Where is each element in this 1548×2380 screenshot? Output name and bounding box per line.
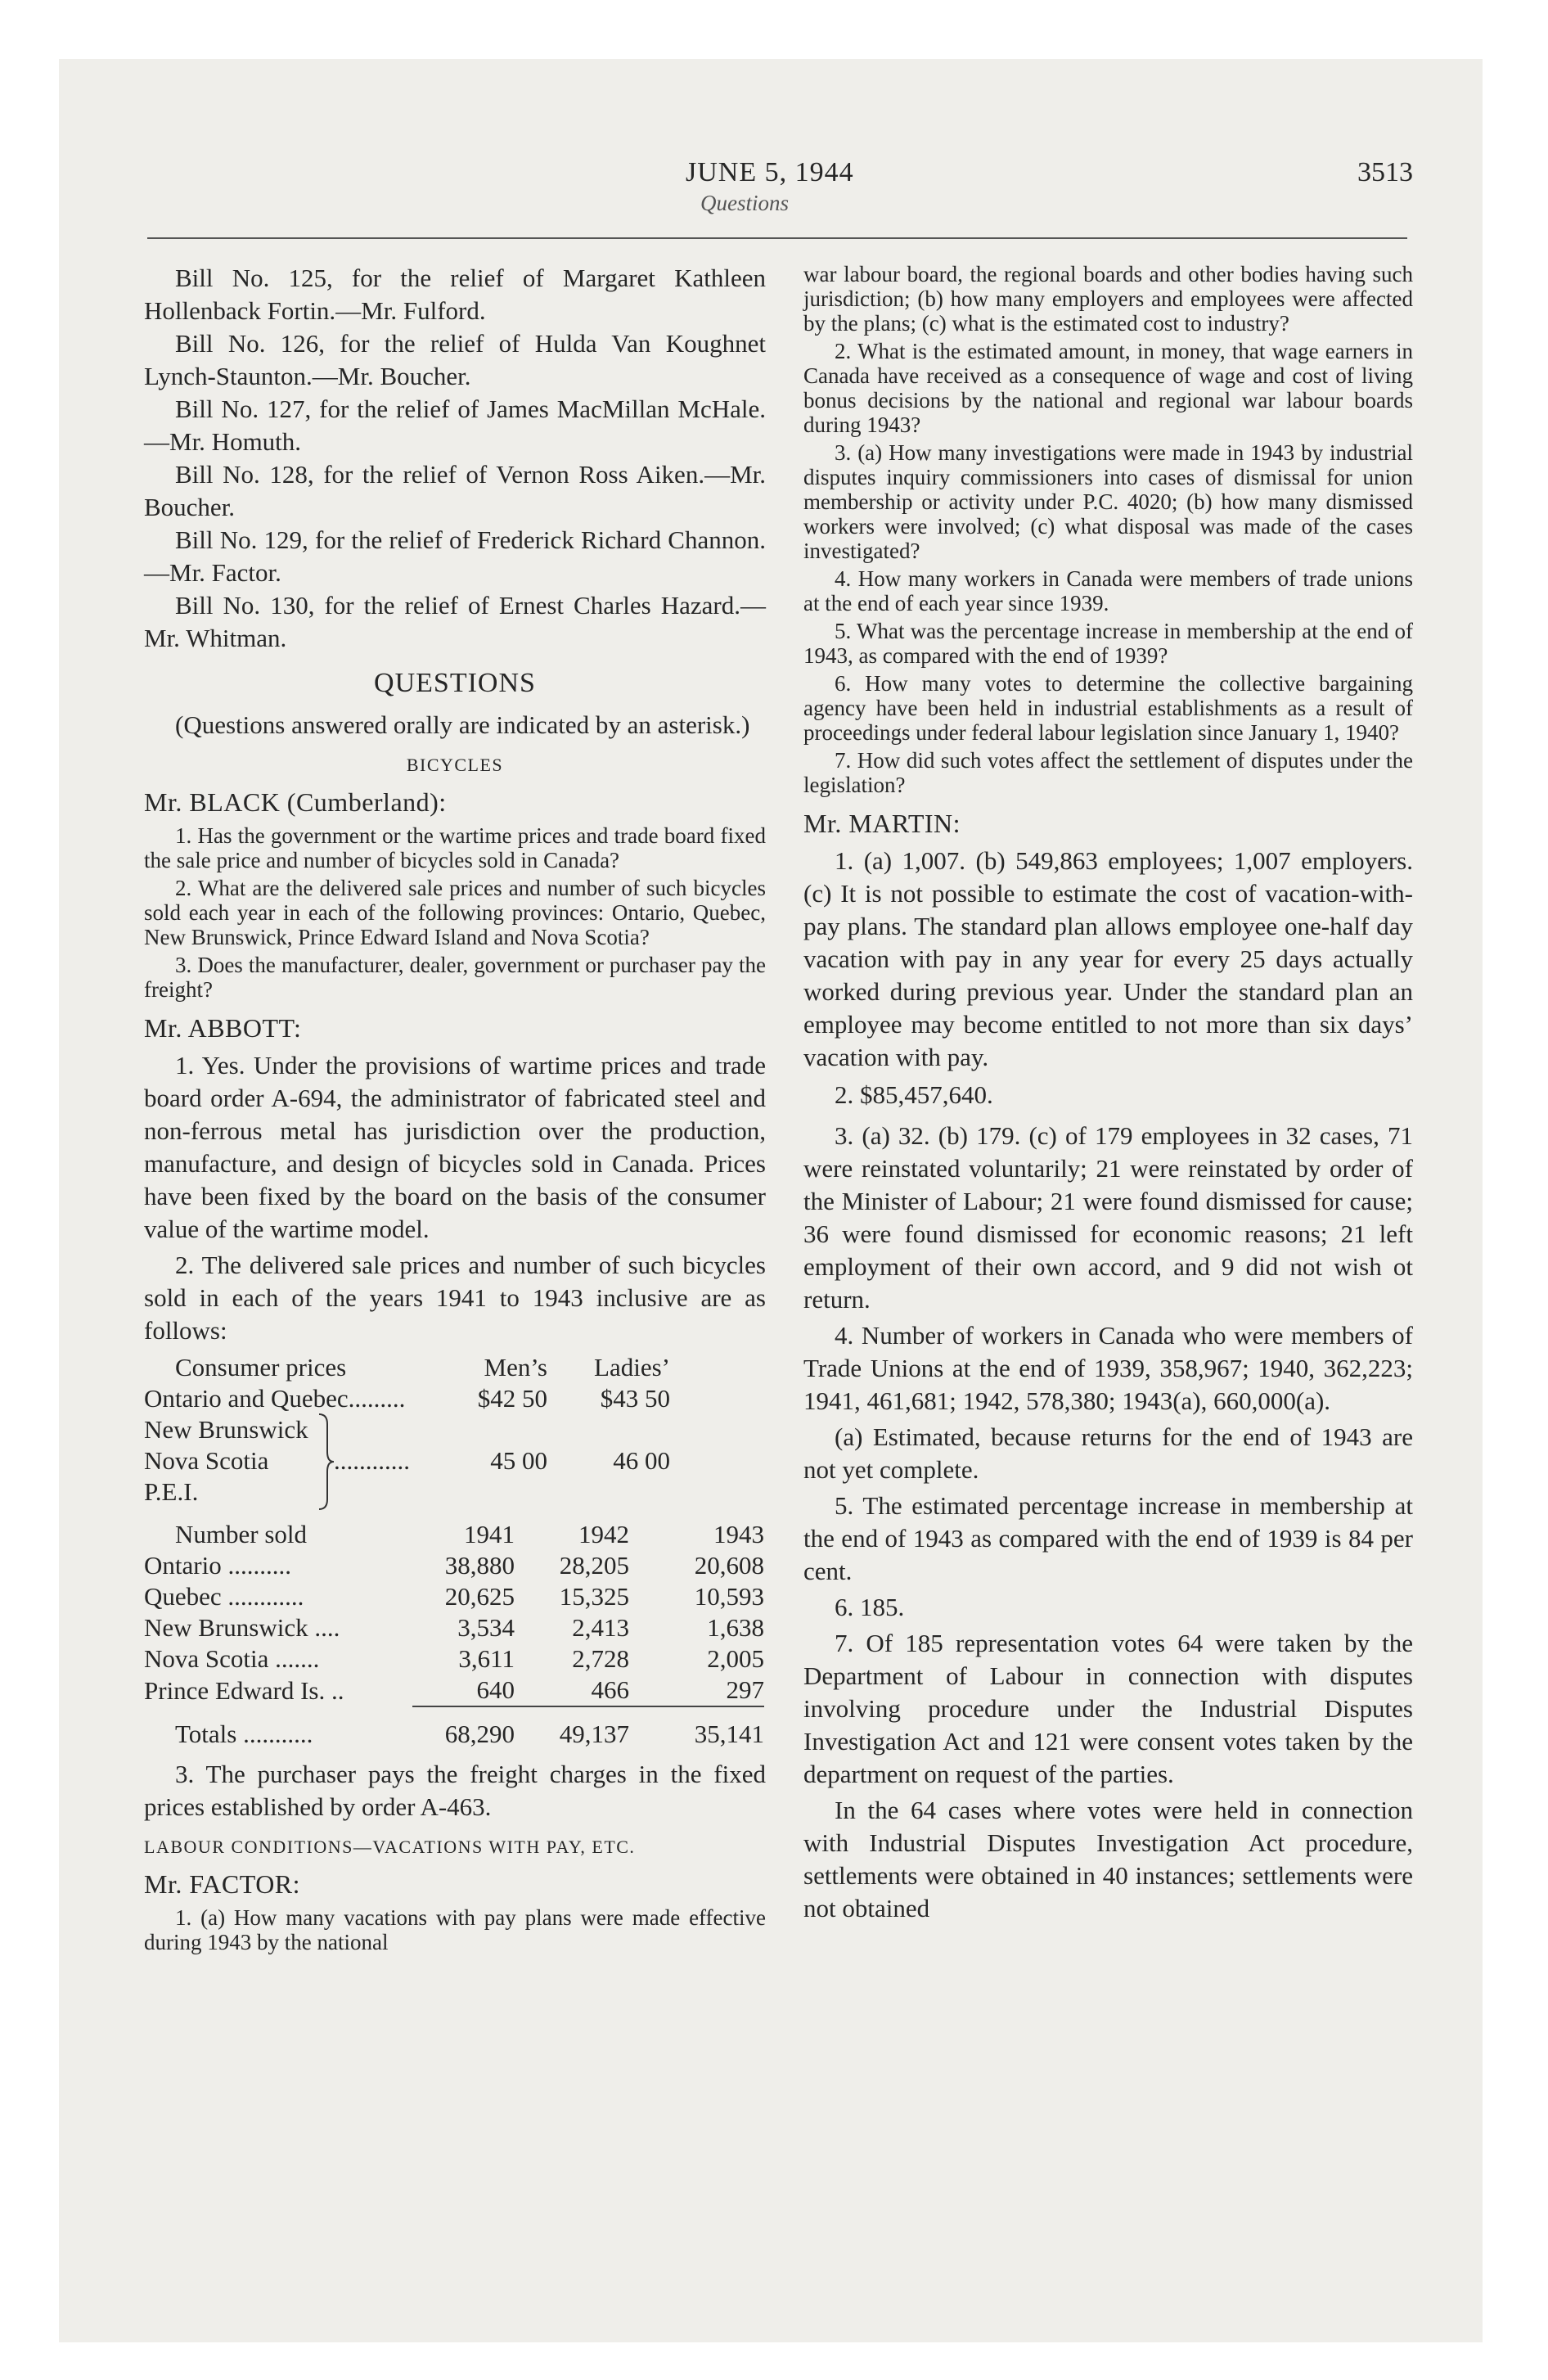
- speaker-factor: Mr. FACTOR:: [144, 1869, 301, 1899]
- martin-answer-4-note: (a) Estimated, because returns for the end of 1943 are not yet complete.: [803, 1422, 1413, 1484]
- table-row: Quebec ............ 20,625 15,325 10,593: [144, 1582, 764, 1611]
- prices-table: [144, 1352, 670, 1508]
- black-question-3: 3. Does the manufacturer, dealer, government or purchaser pay the freight?: [144, 953, 766, 1002]
- header-rule: [147, 237, 1407, 239]
- speaker-black: Mr. BLACK (Cumberland):: [144, 787, 447, 817]
- prices-header-ladies: Ladies’: [594, 1353, 670, 1382]
- prices-row-label: Ontario and Quebec.........: [144, 1384, 406, 1413]
- left-column: [144, 262, 766, 1958]
- prices-group-label-ns: Nova Scotia ............: [144, 1445, 445, 1476]
- bill-125: Bill No. 125, for the relief of Margaret Kathleen Hollenback Fortin.—Mr. Fulford.: [144, 264, 766, 325]
- bill-129: Bill No. 129, for the relief of Frederick Richard Channon.—Mr. Factor.: [144, 525, 766, 587]
- header-date: JUNE 5, 1944: [686, 157, 854, 187]
- abbott-answer-2: 2. The delivered sale prices and number of such bicycles sold in each of the years 1941 to 1943 inclusive are as follows:: [144, 1251, 766, 1345]
- sold-header-1941: 1941: [464, 1520, 515, 1548]
- page-number: 3513: [1357, 157, 1413, 187]
- black-question-1: 1. Has the government or the wartime prices and trade board fixed the sale price and number of bicycles sold in Canada?: [144, 823, 766, 872]
- bill-130: Bill No. 130, for the relief of Ernest Charles Hazard.—Mr. Whitman.: [144, 591, 766, 652]
- totals-row: Totals ........... 68,290 49,137 35,141: [144, 1706, 764, 1750]
- factor-question-7: 7. How did such votes affect the settlement of disputes under the legislation?: [803, 748, 1413, 797]
- martin-answer-5: 5. The estimated percentage increase in membership at the end of 1943 as compared with the end of 1939 is 84 per cent.: [803, 1491, 1413, 1585]
- abbott-answer-1: 1. Yes. Under the provisions of wartime prices and trade board order A-694, the administrator of fabricated steel and non-ferrous metal has jurisdiction over the production, manufacture, and design of bicycles sold in Canada. Prices have been fixed by the board on the basis of the consumer value of the wartime model.: [144, 1051, 766, 1243]
- table-row: Prince Edward Is. .. 640 466 297: [144, 1675, 764, 1705]
- martin-answer-6: 6. 185.: [835, 1593, 905, 1621]
- section-title: Questions: [700, 191, 789, 215]
- prices-group-ladies: 46 00: [613, 1446, 670, 1475]
- prices-row-ladies: $43 50: [600, 1384, 670, 1413]
- sold-header-1942: 1942: [578, 1520, 629, 1548]
- martin-answer-2: 2. $85,457,640.: [835, 1080, 993, 1109]
- factor-question-1-cont: war labour board, the regional boards and other bodies having such jurisdiction; (b) how many employers and employees were affected by the plans; (c) what is the estimated cost to industry?: [803, 262, 1413, 336]
- questions-heading: QUESTIONS: [374, 668, 536, 698]
- sold-header-1943: 1943: [713, 1520, 764, 1548]
- table-row: New Brunswick .... 3,534 2,413 1,638: [144, 1613, 764, 1642]
- prices-group-men: 45 00: [490, 1446, 547, 1475]
- speaker-abbott: Mr. ABBOTT:: [144, 1013, 302, 1043]
- martin-answer-7b: In the 64 cases where votes were held in connection with Industrial Disputes Investigation Act procedure, settlements were obtained in 40 instances; settlements were not obtained: [803, 1796, 1413, 1922]
- bicycles-heading: BICYCLES: [406, 755, 504, 775]
- martin-answer-3: 3. (a) 32. (b) 179. (c) of 179 employees in 32 cases, 71 were reinstated voluntarily; 21 were reinstated by order of the Minister of Labour; 21 were found dismissed for cause; 36 were found dismissed for economic reasons; 21 left employment of their own accord, and 9 did not wish ot return.: [803, 1121, 1413, 1314]
- bill-127: Bill No. 127, for the relief of James MacMillan McHale.—Mr. Homuth.: [144, 394, 766, 456]
- black-question-2: 2. What are the delivered sale prices and number of such bicycles sold each year in each of the following provinces: Ontario, Quebec, New Brunswick, Prince Edward Island and Nova Scotia?: [144, 876, 766, 949]
- table-row: Nova Scotia ....... 3,611 2,728 2,005: [144, 1644, 764, 1673]
- labour-heading: LABOUR CONDITIONS—VACATIONS WITH PAY, ETC.: [144, 1837, 636, 1857]
- prices-group-label-pei: P.E.I.: [144, 1477, 199, 1506]
- factor-question-2: 2. What is the estimated amount, in money, that wage earners in Canada have received as a consequence of wage and cost of living bonus decisions by the national and regional war labour boards during 1943?: [803, 339, 1413, 437]
- table-row: Ontario .......... 38,880 28,205 20,608: [144, 1551, 764, 1580]
- right-column: [803, 262, 1413, 1928]
- abbott-answer-3: 3. The purchaser pays the freight charges in the fixed prices established by order A-463.: [144, 1760, 766, 1821]
- bill-126: Bill No. 126, for the relief of Hulda Van Koughnet Lynch-Staunton.—Mr. Boucher.: [144, 329, 766, 390]
- factor-question-3: 3. (a) How many investigations were made in 1943 by industrial disputes inquiry commissioners into cases of dismissal for union membership or activity under P.C. 4020; (b) how many dismissed workers were involved; (c) what disposal was made of the cases investigated?: [803, 440, 1413, 563]
- bill-128: Bill No. 128, for the relief of Vernon Ross Aiken.—Mr. Boucher.: [144, 460, 766, 521]
- factor-question-6: 6. How many votes to determine the collective bargaining agency have been held in industrial establishments as a result of proceedings under federal labour legislation since January 1, 1940?: [803, 671, 1413, 745]
- prices-row-men: $42 50: [477, 1384, 547, 1413]
- martin-answer-7: 7. Of 185 representation votes 64 were taken by the Department of Labour in connection with disputes involving procedure under the Industrial Disputes Investigation Act and 121 were consent votes taken by the department on request of the parties.: [803, 1629, 1413, 1788]
- brace-icon: [317, 1413, 335, 1518]
- factor-question-5: 5. What was the percentage increase in membership at the end of 1943, as compared with the end of 1939?: [803, 619, 1413, 668]
- prices-header-men: Men’s: [484, 1353, 547, 1382]
- sold-table: [144, 1519, 764, 1750]
- factor-question-4: 4. How many workers in Canada were members of trade unions at the end of each year since 1939.: [803, 566, 1413, 615]
- prices-group-label-nb: New Brunswick: [144, 1415, 308, 1444]
- prices-header-label: Consumer prices: [175, 1353, 347, 1382]
- speaker-martin: Mr. MARTIN:: [803, 809, 961, 838]
- martin-answer-4: 4. Number of workers in Canada who were members of Trade Unions at the end of 1939, 358,967; 1940, 362,223; 1941, 461,681; 1942, 578,380; 1943(a), 660,000(a).: [803, 1321, 1413, 1415]
- martin-answer-1: 1. (a) 1,007. (b) 549,863 employees; 1,007 employers. (c) It is not possible to estimate the cost of vacation-with-pay plans. The standard plan allows employee one-half day vacation with pay in any year for every 25 days actually worked during previous year. Under the standard plan an employee may become entitled to not more than six days’ vacation with pay.: [803, 846, 1413, 1071]
- sold-header-label: Number sold: [175, 1520, 308, 1548]
- questions-note: (Questions answered orally are indicated by an asterisk.): [175, 710, 750, 739]
- factor-question-1-start: 1. (a) How many vacations with pay plans were made effective during 1943 by the national: [144, 1905, 766, 1954]
